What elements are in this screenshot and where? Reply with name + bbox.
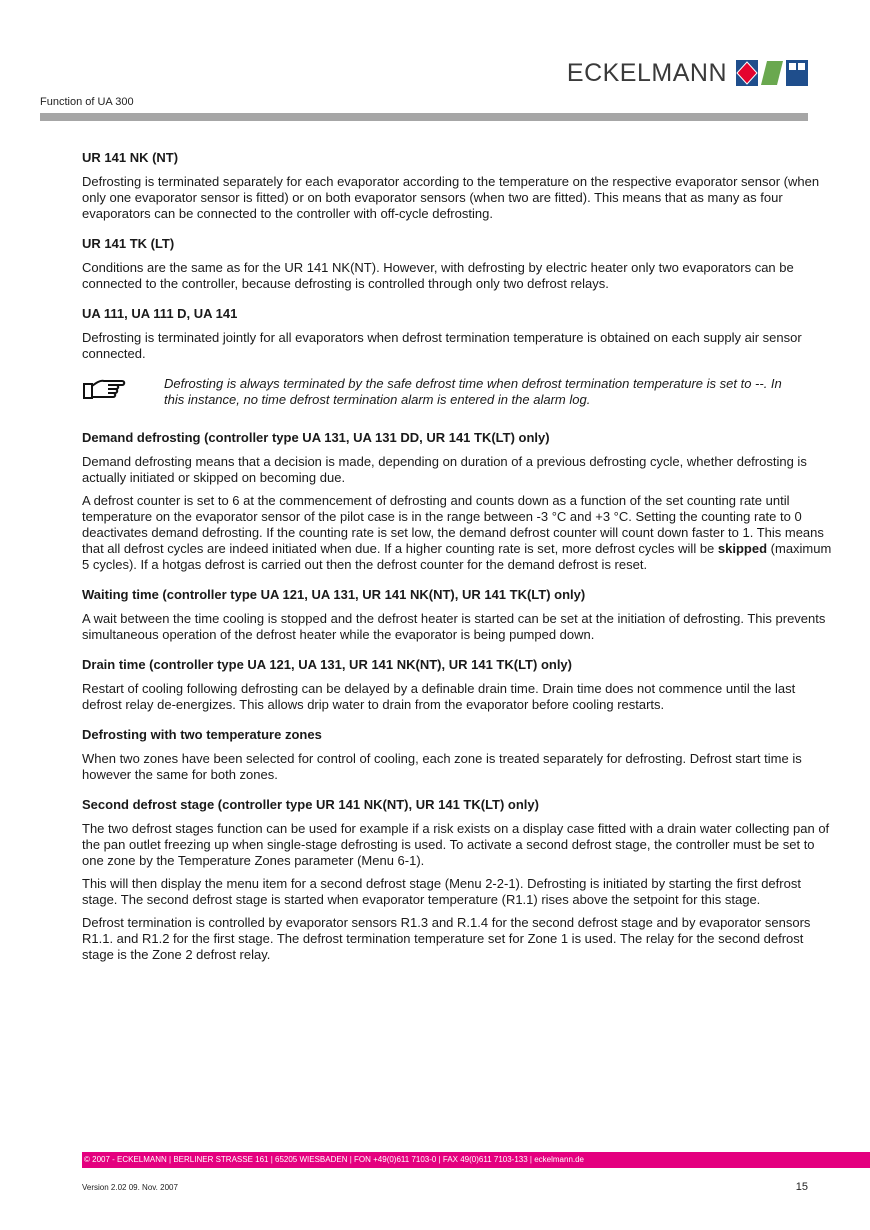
paragraph-defrost-counter xyxy=(82,493,832,573)
paragraph: Defrosting is terminated separately for each evaporator according to the temperature on the respective evaporator sensor (when only one evaporator sensor is fitted) or on both evaporator sensors (when two are fitted). This means that as many as four evaporators can be connected to the controller with off-cycle defrosting. xyxy=(82,174,820,221)
footer-contact-bar: © 2007 - ECKELMANN | BERLINER STRASSE 161 | 65205 WIESBADEN | FON +49(0)611 7103-0 | FAX 49(0)611 7103-133 | eckelmann.de xyxy=(82,1152,870,1168)
heading-two-zones: Defrosting with two temperature zones xyxy=(82,727,322,742)
paragraph: This will then display the menu item for a second defrost stage (Menu 2-2-1). Defrosting is initiated by starting the first defrost stage. The second defrost stage is started when evaporator temperature (R1.1) rises above the setpoint for this stage. xyxy=(82,876,801,907)
paragraph: The two defrost stages function can be used for example if a risk exists on a display case fitted with a drain water collecting pan of the pan outlet freezing up when single-stage defrosting is used. To activate a second defrost stage, the controller must be set to one zone by the Temperature Zones parameter (Menu 6-1). xyxy=(82,821,830,868)
note-text: Defrosting is always terminated by the safe defrost time when defrost termination temperature is set to --. In this instance, no time defrost termination alarm is entered in the alarm log. xyxy=(164,376,782,407)
logo-marks xyxy=(733,60,808,86)
document-title: Function of UA 300 xyxy=(40,96,134,108)
page-content xyxy=(82,150,832,970)
logo-text: ECKELMANN xyxy=(566,58,727,87)
header-divider xyxy=(40,113,808,121)
text-run: (maximum 5 cycles). If a hotgas defrost is carried out then the defrost counter for the demand defrost is reset. xyxy=(82,541,832,572)
logo-diamond-icon xyxy=(736,60,758,86)
heading-ua111: UA 111, UA 111 D, UA 141 xyxy=(82,306,238,321)
paragraph: Demand defrosting means that a decision is made, depending on duration of a previous defrosting cycle, whether defrosting is actually initiated or skipped on becoming due. xyxy=(82,454,807,485)
pointing-hand-icon xyxy=(82,376,164,408)
paragraph: Restart of cooling following defrosting can be delayed by a definable drain time. Drain time does not commence until the last defrost relay de-energizes. This allows drip water to drain from the evaporator before cooling restarts. xyxy=(82,681,796,712)
paragraph: When two zones have been selected for control of cooling, each zone is treated separately for defrosting. Defrost start time is however the same for both zones. xyxy=(82,751,802,782)
eckelmann-logo xyxy=(567,57,808,89)
logo-parallelogram-icon xyxy=(761,60,783,86)
paragraph: Defrosting is terminated jointly for all evaporators when defrost termination temperature is obtained on each supply air sensor connected. xyxy=(82,330,802,361)
heading-second-defrost-stage: Second defrost stage (controller type UR 141 NK(NT), UR 141 TK(LT) only) xyxy=(82,797,539,812)
paragraph: A wait between the time cooling is stopped and the defrost heater is started can be set at the initiation of defrosting. This prevents simultaneous operation of the defrost heater while the evaporator is being pumped down. xyxy=(82,611,826,642)
paragraph: Conditions are the same as for the UR 141 NK(NT). However, with defrosting by electric heater only two evaporators can be connected to the controller, because defrosting is controlled through only two defrost relays. xyxy=(82,260,794,291)
note-box xyxy=(82,376,832,408)
heading-ur141-nk: UR 141 NK (NT) xyxy=(82,150,179,165)
heading-ur141-tk: UR 141 TK (LT) xyxy=(82,236,175,251)
paragraph: Defrost termination is controlled by evaporator sensors R1.3 and R.1.4 for the second defrost stage and by evaporator sensors R1.1. and R1.2 for the first stage. The defrost termination temperature set for Zone 1 is used. The relay for the second defrost stage is the Zone 2 defrost relay. xyxy=(82,915,811,962)
logo-t-block-icon xyxy=(786,60,808,86)
page-number: 15 xyxy=(795,1181,808,1193)
heading-demand-defrosting: Demand defrosting (controller type UA 131, UA 131 DD, UR 141 TK(LT) only) xyxy=(82,430,550,445)
heading-waiting-time: Waiting time (controller type UA 121, UA 131, UR 141 NK(NT), UR 141 TK(LT) only) xyxy=(82,587,586,602)
version-info: Version 2.02 09. Nov. 2007 xyxy=(82,1183,178,1192)
heading-drain-time: Drain time (controller type UA 121, UA 131, UR 141 NK(NT), UR 141 TK(LT) only) xyxy=(82,657,572,672)
text-run: A defrost counter is set to 6 at the commencement of defrosting and counts down as a function of the set counting rate until temperature on the evaporator sensor of the pilot case is in the range between -3 °C and +3 °C. Setting the counting rate to 0 deactivates demand defrosting. If the counting rate is set low, the demand defrost counter will count down faster to 1. This means that all defrost cycles are indeed initiated when due. If a higher counting rate is set, more defrost cycles will be xyxy=(82,493,824,556)
emphasis-skipped: skipped xyxy=(717,541,768,556)
